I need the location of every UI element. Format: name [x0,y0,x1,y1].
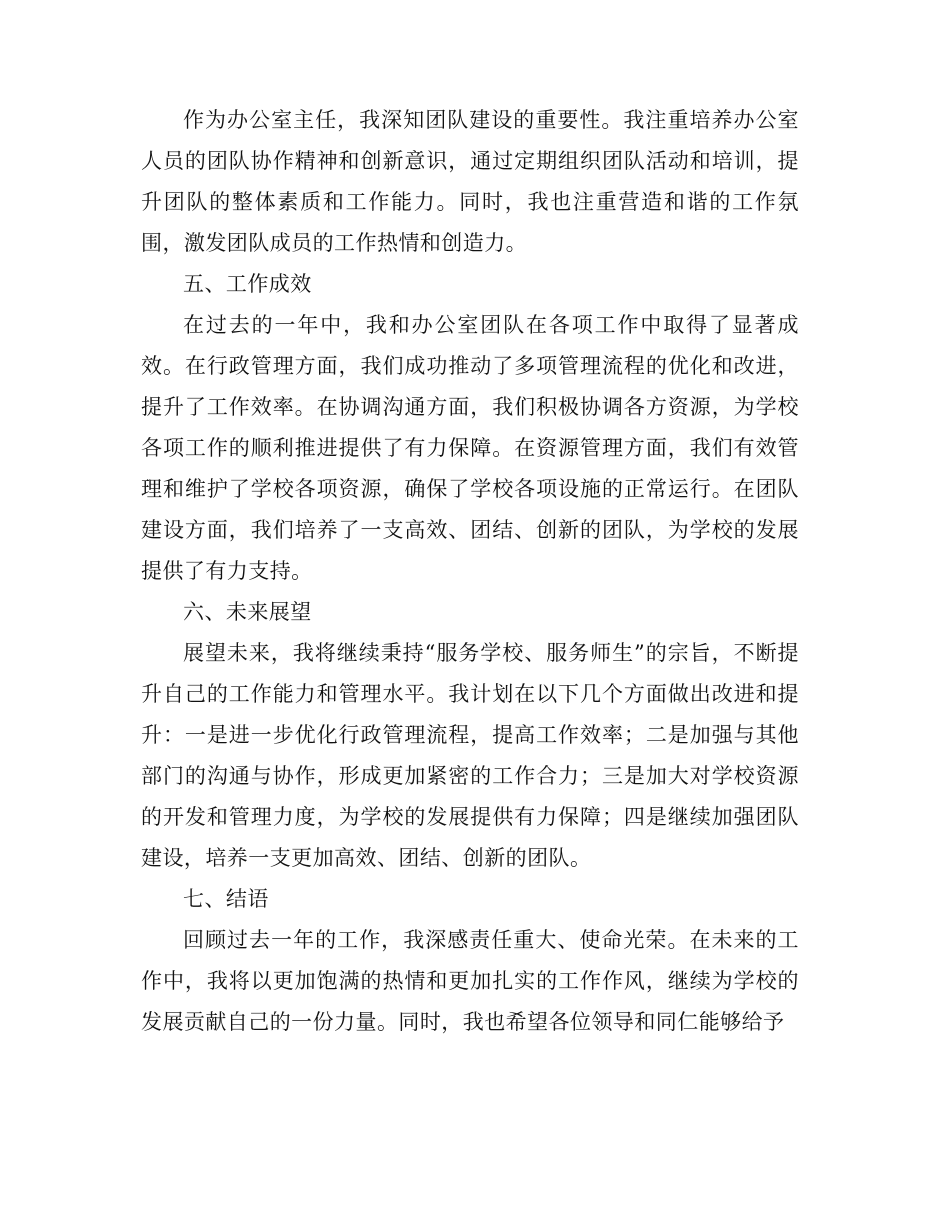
paragraph-conclusion: 回顾过去一年的工作，我深感责任重大、使命光荣。在未来的工作中，我将以更加饱满的热情和更加扎实的工作作风，继续为学校的发展贡献自己的一份力量。同时，我也希望各位领导和同仁能够给予 [141,928,799,1034]
section-heading-future-outlook: 六、未来展望 [183,600,312,624]
section-heading-work-results: 五、工作成效 [183,272,312,296]
paragraph-team-building: 作为办公室主任，我深知团队建设的重要性。我注重培养办公室人员的团队协作精神和创新意识，通过定期组织团队活动和培训，提升团队的整体素质和工作能力。同时，我也注重营造和谐的工作氛围，激发团队成员的工作热情和创造力。 [141,108,799,255]
document-body [141,100,799,1043]
section-heading-conclusion: 七、结语 [183,887,269,911]
paragraph-future-outlook: 展望未来，我将继续秉持“服务学校、服务师生”的宗旨，不断提升自己的工作能力和管理水平。我计划在以下几个方面做出改进和提升：一是进一步优化行政管理流程，提高工作效率；二是加强与其他部门的沟通与协作，形成更加紧密的工作合力；三是加大对学校资源的开发和管理力度，为学校的发展提供有力保障；四是继续加强团队建设，培养一支更加高效、团结、创新的团队。 [141,641,799,870]
paragraph-work-results: 在过去的一年中，我和办公室团队在各项工作中取得了显著成效。在行政管理方面，我们成功推动了多项管理流程的优化和改进，提升了工作效率。在协调沟通方面，我们积极协调各方资源，为学校各项工作的顺利推进提供了有力保障。在资源管理方面，我们有效管理和维护了学校各项资源，确保了学校各项设施的正常运行。在团队建设方面，我们培养了一支高效、团结、创新的团队，为学校的发展提供了有力支持。 [141,313,799,583]
